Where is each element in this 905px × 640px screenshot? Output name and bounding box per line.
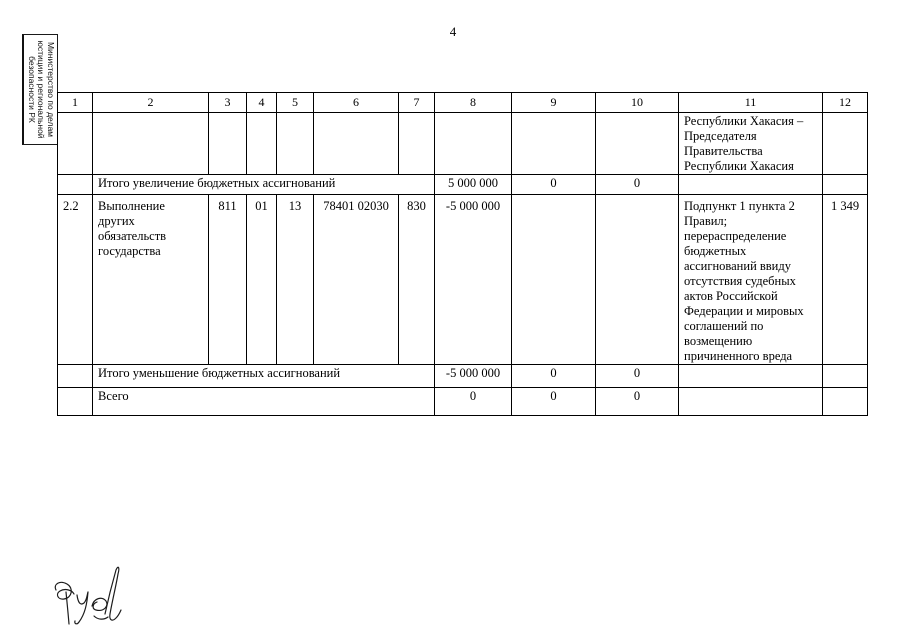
grand-total-row bbox=[58, 388, 868, 416]
column-header: 10 bbox=[596, 93, 679, 113]
col7-cell: 830 bbox=[399, 195, 435, 365]
increase-total-row bbox=[58, 175, 868, 195]
empty-cell bbox=[679, 388, 823, 416]
empty-cell bbox=[209, 113, 247, 175]
empty-cell bbox=[679, 175, 823, 195]
amount-cell: 5 000 000 bbox=[435, 175, 512, 195]
empty-cell bbox=[596, 113, 679, 175]
empty-cell bbox=[314, 113, 399, 175]
item-name: Выполнение других обязательств государства bbox=[93, 195, 209, 365]
empty-cell bbox=[823, 113, 868, 175]
item-row bbox=[58, 195, 868, 365]
empty-cell bbox=[58, 113, 93, 175]
amount-cell: -5 000 000 bbox=[435, 195, 512, 365]
amount-cell: 0 bbox=[435, 388, 512, 416]
column-header: 4 bbox=[247, 93, 277, 113]
registration-stamp bbox=[22, 34, 58, 145]
column-header: 3 bbox=[209, 93, 247, 113]
col9-cell: 0 bbox=[512, 365, 596, 388]
empty-cell bbox=[823, 365, 868, 388]
column-header: 8 bbox=[435, 93, 512, 113]
column-header: 12 bbox=[823, 93, 868, 113]
col10-cell: 0 bbox=[596, 365, 679, 388]
stamp-line: юстиции и региональной bbox=[36, 40, 47, 139]
basis-cell: Республики Хакасия – Председателя Правительства Республики Хакасия bbox=[679, 113, 823, 175]
col5-cell: 13 bbox=[277, 195, 314, 365]
empty-cell bbox=[435, 113, 512, 175]
col10-cell: 0 bbox=[596, 175, 679, 195]
col12-cell: 1 349 bbox=[823, 195, 868, 365]
decrease-total-row bbox=[58, 365, 868, 388]
column-header: 9 bbox=[512, 93, 596, 113]
col9-cell: 0 bbox=[512, 175, 596, 195]
stamp-line: безопасности РК bbox=[27, 56, 37, 123]
continuation-row bbox=[58, 113, 868, 175]
column-header: 7 bbox=[399, 93, 435, 113]
item-number: 2.2 bbox=[58, 195, 93, 365]
total-label: Итого уменьшение бюджетных ассигнований bbox=[93, 365, 435, 388]
empty-cell bbox=[679, 365, 823, 388]
empty-cell bbox=[512, 113, 596, 175]
amount-cell: -5 000 000 bbox=[435, 365, 512, 388]
col6-cell: 78401 02030 bbox=[314, 195, 399, 365]
col10-cell: 0 bbox=[596, 388, 679, 416]
total-label: Итого увеличение бюджетных ассигнований bbox=[93, 175, 435, 195]
budget-allocation-table bbox=[57, 92, 868, 416]
empty-cell bbox=[823, 175, 868, 195]
empty-cell bbox=[58, 175, 93, 195]
col4-cell: 01 bbox=[247, 195, 277, 365]
column-header: 5 bbox=[277, 93, 314, 113]
empty-cell bbox=[512, 195, 596, 365]
col9-cell: 0 bbox=[512, 388, 596, 416]
column-header: 6 bbox=[314, 93, 399, 113]
header-row bbox=[58, 93, 868, 113]
page-number: 4 bbox=[449, 24, 457, 39]
col3-cell: 811 bbox=[209, 195, 247, 365]
empty-cell bbox=[823, 388, 868, 416]
empty-cell bbox=[93, 113, 209, 175]
basis-cell: Подпункт 1 пункта 2 Правил; перераспределение бюджетных ассигнований ввиду отсутствия судебных актов Российской Федерации и мировых соглашений по возмещению причиненного вреда bbox=[679, 195, 823, 365]
column-header: 1 bbox=[58, 93, 93, 113]
column-header: 2 bbox=[93, 93, 209, 113]
stamp-text bbox=[24, 35, 57, 144]
empty-cell bbox=[247, 113, 277, 175]
empty-cell bbox=[399, 113, 435, 175]
empty-cell bbox=[58, 388, 93, 416]
column-header: 11 bbox=[679, 93, 823, 113]
handwritten-signature bbox=[50, 562, 126, 630]
empty-cell bbox=[596, 195, 679, 365]
empty-cell bbox=[58, 365, 93, 388]
total-label: Всего bbox=[93, 388, 435, 416]
empty-cell bbox=[277, 113, 314, 175]
stamp-line: Министерство по делам bbox=[46, 41, 56, 138]
